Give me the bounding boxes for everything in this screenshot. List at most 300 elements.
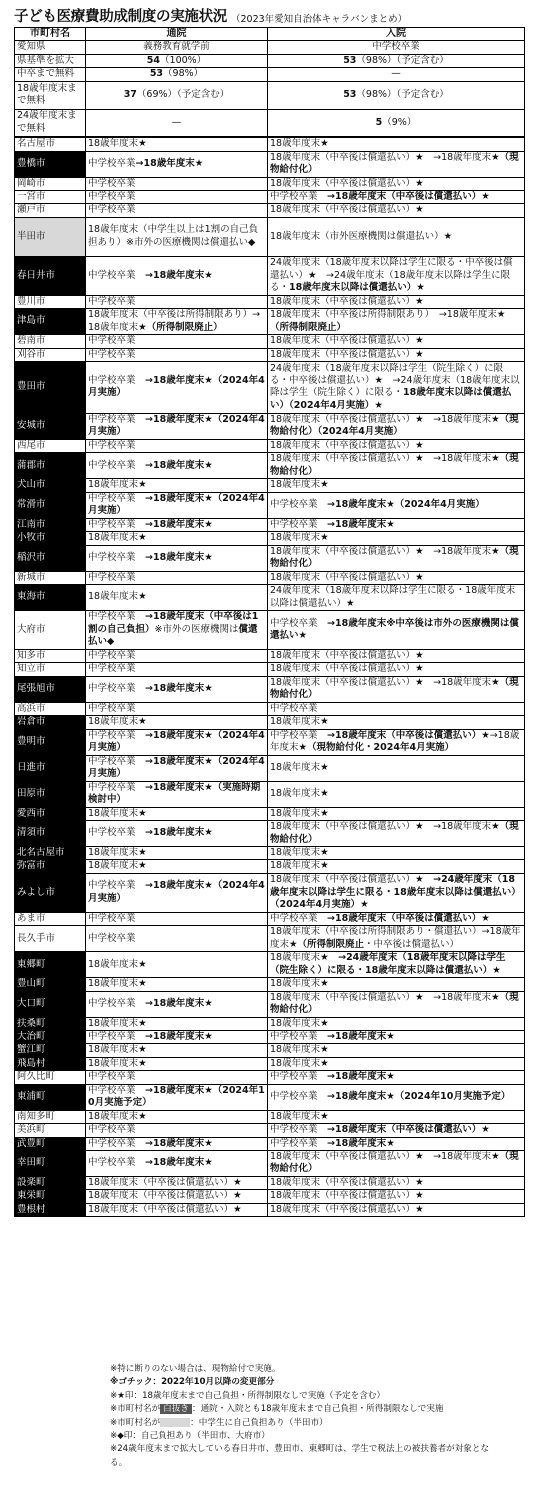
municipality-name: 東栄町	[15, 1190, 86, 1203]
cell-text: →18歳年度末★	[145, 1137, 213, 1149]
cell-text: 中学校卒業	[88, 518, 146, 530]
table-row	[15, 190, 525, 203]
table-row	[15, 348, 525, 361]
cell-text: 18歳年度末★	[270, 952, 339, 964]
municipality-name: 豊田市	[15, 361, 86, 413]
inpatient-cell	[268, 1190, 525, 1203]
summary-row	[15, 81, 525, 109]
table-row	[15, 952, 525, 978]
table-row	[15, 702, 525, 715]
cell-text: 18歳年度末（中卒後は所得制限あり）→18歳年度末★	[88, 309, 261, 333]
cell-text: ★（現物給付化）	[270, 821, 519, 845]
outpatient-cell	[86, 217, 268, 256]
cell-text: 18歳年度末★	[88, 807, 147, 819]
table-row	[15, 1071, 525, 1084]
municipality-name: 長久手市	[15, 926, 86, 952]
cell-text: 18歳年度末★	[270, 860, 329, 872]
inpatient-cell	[268, 518, 525, 531]
municipality-name: 名古屋市	[15, 137, 86, 151]
summary-inpatient-count: 5	[375, 116, 383, 128]
outpatient-cell	[86, 361, 268, 413]
municipality-name: 津島市	[15, 309, 86, 335]
cell-text: 中学校卒業	[270, 190, 328, 202]
municipality-name: 飛島村	[15, 1057, 86, 1070]
cell-text: ★（現物給付化）	[270, 151, 519, 176]
cell-text: 18歳年度末（中卒後は償還払い）★	[270, 295, 424, 307]
column-header-municipality: 市町村名	[15, 28, 86, 41]
inpatient-cell	[268, 755, 525, 781]
municipality-name: 大口町	[15, 991, 86, 1017]
cell-text: 中学校卒業	[88, 439, 136, 451]
inpatient-cell	[268, 217, 525, 256]
summary-inpatient-count: 53	[343, 54, 357, 66]
cell-text: 18歳年度末以降は償還払い）	[289, 281, 417, 293]
inpatient-cell	[268, 295, 525, 308]
footnote: ※★印：18歳年度末まで自己負担・所得制限なしで実施（予定を含む）	[110, 1390, 386, 1401]
inpatient-cell	[268, 453, 525, 479]
summary-inpatient-count: 53	[343, 88, 357, 100]
table-row	[15, 335, 525, 348]
cell-text: 中学校卒業	[270, 702, 318, 714]
cell-text: 24歳年度末（18歳年度末以降は学生に限る・18歳年度末以降は償還払い）★	[270, 585, 516, 609]
municipality-name: 豊明市	[15, 729, 86, 755]
cell-text: 18歳年度末（中卒後は償還払い）★ →18歳年度末	[270, 414, 492, 426]
grey-swatch	[160, 1418, 190, 1427]
cell-text: 中学校卒業	[88, 375, 146, 387]
summary-label: 中卒まで無料	[15, 68, 86, 81]
inpatient-cell	[268, 137, 525, 151]
outpatient-cell	[86, 1071, 268, 1084]
cell-text: →18歳年度末★	[145, 269, 213, 281]
table-row	[15, 807, 525, 820]
inpatient-cell	[268, 204, 525, 217]
cell-text: →18歳年度末★（2024年4月実施）	[88, 375, 265, 399]
municipality-name: 一宮市	[15, 190, 86, 203]
cell-text: →18歳年度末（中卒後は償還払い）★	[327, 190, 490, 202]
footnote-text: ※市町村名が	[110, 1404, 161, 1415]
inpatient-cell	[268, 873, 525, 912]
cell-text: →18歳年度末★	[135, 157, 204, 169]
table-row	[15, 860, 525, 873]
subsidy-table	[14, 27, 525, 1217]
cell-text: ★	[416, 281, 425, 293]
inpatient-cell	[268, 991, 525, 1017]
inpatient-cell	[268, 532, 525, 545]
outpatient-cell	[86, 151, 268, 177]
inpatient-cell	[268, 912, 525, 925]
table-row	[15, 650, 525, 663]
inpatient-cell	[268, 702, 525, 715]
table-row	[15, 676, 525, 702]
cell-text: 18歳年度末（中卒後は償還払い）★	[270, 177, 424, 189]
cell-text: 中学校卒業	[88, 295, 136, 307]
summary-row	[15, 41, 525, 54]
column-header-outpatient: 通院	[86, 28, 268, 41]
cell-text: 18歳年度末★	[88, 716, 147, 728]
summary-outpatient-pct: （69%）（予定含む）	[136, 88, 230, 100]
cell-text: 中学校卒業	[88, 1071, 136, 1083]
outpatient-cell	[86, 413, 268, 439]
cell-text: 中学校卒業	[88, 177, 136, 189]
cell-text: →18歳年度末★（2024年4月実施）	[88, 729, 265, 754]
table-row	[15, 781, 525, 807]
summary-outpatient-count: 37	[123, 88, 137, 100]
cell-text: 18歳年度末★	[270, 479, 329, 491]
outpatient-cell	[86, 860, 268, 873]
table-row	[15, 204, 525, 217]
cell-text: 18歳年度末★	[88, 138, 147, 150]
inpatient-cell	[268, 177, 525, 190]
outpatient-cell	[86, 439, 268, 452]
cell-text: 18歳年度末（中卒後は償還払い）★	[270, 348, 424, 360]
summary-outpatient-count: 54	[146, 54, 161, 66]
table-row	[15, 847, 525, 860]
municipality-name: 新城市	[15, 571, 86, 584]
table-row	[15, 1110, 525, 1123]
outpatient-cell	[86, 650, 268, 663]
cell-text: 中学校卒業	[88, 335, 136, 347]
outpatient-cell	[86, 952, 268, 978]
outpatient-cell	[86, 781, 268, 807]
table-row	[15, 1044, 525, 1057]
summary-outpatient	[86, 81, 268, 109]
summary-inpatient-pct: （98%）（予定含む）	[356, 54, 449, 66]
cell-text: （所得制限廃止	[297, 938, 365, 950]
inpatient-cell	[268, 151, 525, 177]
summary-label: 県基準を拡大	[15, 54, 86, 67]
outpatient-cell	[86, 1057, 268, 1070]
municipality-name: 刈谷市	[15, 348, 86, 361]
municipality-name: 瀬戸市	[15, 204, 86, 217]
cell-text: 18歳年度末（中卒後は償還払い）★ →18歳年度末	[270, 991, 492, 1003]
cell-text: 中学校卒業	[88, 1084, 146, 1096]
outpatient-cell	[86, 492, 268, 518]
cell-text: 18歳年度末（中卒後は償還払い）★	[270, 571, 424, 583]
inpatient-cell	[268, 847, 525, 860]
outpatient-cell	[86, 716, 268, 729]
cell-text: →24歳年度末（18歳年度末以降は学生（院生除く）に限る・18歳年度末以降は償還払い）	[270, 952, 506, 976]
outpatient-cell	[86, 847, 268, 860]
page-subtitle: （2023年愛知自治体キャラバンまとめ）	[231, 14, 408, 25]
inpatient-cell	[268, 926, 525, 952]
inpatient-cell	[268, 479, 525, 492]
outpatient-cell	[86, 1203, 268, 1216]
table-row	[15, 1203, 525, 1216]
municipality-name: 岩倉市	[15, 716, 86, 729]
table-row	[15, 1017, 525, 1030]
outpatient-cell	[86, 479, 268, 492]
outpatient-cell	[86, 821, 268, 847]
footnote	[110, 1376, 490, 1389]
municipality-name: 弥富市	[15, 860, 86, 873]
cell-text: →18歳年度末★	[145, 518, 213, 530]
cell-text: 18歳年度末（中卒後は償還払い）★ →18歳年度末	[270, 453, 492, 465]
inpatient-cell	[268, 1057, 525, 1070]
outpatient-cell	[86, 611, 268, 650]
cell-text: 中学校卒業	[88, 492, 146, 504]
municipality-name: 犬山市	[15, 479, 86, 492]
inpatient-cell	[268, 1110, 525, 1123]
outpatient-cell	[86, 295, 268, 308]
cell-text: 18歳年度末（中卒後は所得制限あり・償還払い）→18歳年度末★	[270, 926, 521, 950]
cell-text: ★	[374, 399, 383, 411]
cell-text: 中学校卒業	[88, 912, 136, 924]
footnote	[110, 1417, 490, 1430]
outpatient-cell	[86, 518, 268, 531]
cell-text: 18歳年度末（中卒後は償還払い）★	[270, 1190, 424, 1202]
municipality-name: 蟹江町	[15, 1044, 86, 1057]
municipality-name: 南知多町	[15, 1110, 86, 1123]
cell-text: 中学校卒業	[270, 499, 328, 511]
inpatient-cell	[268, 413, 525, 439]
cell-text: →18歳年度末（中卒後は償還払い）★	[327, 729, 490, 741]
inpatient-cell	[268, 309, 525, 335]
cell-text: 中学校卒業	[88, 827, 146, 839]
cell-text: （現物給付化・2024年4月実施）	[307, 742, 455, 754]
inpatient-cell	[268, 1071, 525, 1084]
outpatient-cell	[86, 545, 268, 571]
cell-text: →24歳年度末（18歳年度末以降は学生に限る・18歳年度末以降は償還払い）（2024年4月実施）	[270, 874, 521, 911]
cell-text: ★（現物給付化）	[270, 676, 519, 701]
table-row	[15, 991, 525, 1017]
cell-text: 中学校卒業	[88, 269, 146, 281]
cell-text: →18歳年度末★（2024年10月実施予定）	[88, 1084, 265, 1109]
outpatient-cell	[86, 702, 268, 715]
cell-text: 18歳年度末★	[88, 532, 147, 544]
inpatient-cell	[268, 335, 525, 348]
cell-text: 18歳年度末★	[270, 1057, 329, 1069]
outpatient-cell	[86, 676, 268, 702]
cell-text: 中学校卒業	[88, 414, 146, 426]
cell-text: →18歳年度末★（実施時期検討中）	[88, 781, 261, 806]
outpatient-cell	[86, 663, 268, 676]
municipality-name: 稲沢市	[15, 545, 86, 571]
table-row	[15, 716, 525, 729]
cell-text: 中学校卒業	[88, 551, 146, 563]
municipality-name: 高浜市	[15, 702, 86, 715]
outpatient-cell	[86, 991, 268, 1017]
inpatient-cell	[268, 1084, 525, 1110]
inpatient-cell	[268, 348, 525, 361]
table-row	[15, 479, 525, 492]
inpatient-cell	[268, 1176, 525, 1189]
outpatient-cell	[86, 256, 268, 295]
cell-text: 18歳年度末（中学生以上は1割の自己負担あり）※市外の医療機関は償還払い◆	[88, 224, 259, 248]
cell-text: 18歳年度末（中卒後は償還払い）★	[88, 1190, 242, 1202]
cell-text: （所得制限廃止）	[270, 321, 347, 333]
cell-text: 18歳年度末★	[270, 761, 329, 773]
outpatient-cell	[86, 1190, 268, 1203]
cell-text: 中学校卒業	[88, 729, 146, 741]
cell-text: 18歳年度末（中卒後は償還払い）★	[88, 1203, 242, 1215]
summary-section	[15, 41, 525, 137]
footnote-text: ：中学生に自己負担あり（半田市）	[190, 1417, 328, 1428]
inpatient-cell	[268, 1203, 525, 1216]
outpatient-cell	[86, 204, 268, 217]
cell-text: →18歳年度末★（2024年4月実施）	[88, 492, 265, 517]
municipality-name: 尾張旭市	[15, 676, 86, 702]
cell-text: 中学校卒業	[88, 1031, 146, 1043]
cell-text: 中学校卒業	[88, 1124, 136, 1136]
inpatient-cell	[268, 1031, 525, 1044]
municipality-name: 設楽町	[15, 1176, 86, 1189]
outpatient-cell	[86, 137, 268, 151]
table-row	[15, 585, 525, 611]
municipality-name: 豊山町	[15, 978, 86, 991]
cell-text: 18歳年度末★	[88, 958, 147, 970]
cell-text: →18歳年度末★	[270, 729, 520, 754]
cell-text: ★	[360, 899, 369, 911]
cell-text: →18歳年度末★（2024年4月実施）	[88, 755, 265, 780]
cell-text: 18歳年度末★	[88, 1110, 147, 1122]
municipality-name: 小牧市	[15, 532, 86, 545]
table-row	[15, 1137, 525, 1150]
outpatient-cell	[86, 926, 268, 952]
table-row	[15, 1176, 525, 1189]
summary-row	[15, 54, 525, 67]
cell-text: →18歳年度末★	[145, 551, 213, 563]
footnote: ※◆印：自己負担あり（半田市、大府市）	[110, 1431, 270, 1442]
municipality-name: 北名古屋市	[15, 847, 86, 860]
cell-text: 18歳年度末（中卒後は償還払い）★	[270, 650, 424, 661]
table-row	[15, 413, 525, 439]
outpatient-cell	[86, 585, 268, 611]
outpatient-cell	[86, 453, 268, 479]
municipality-name: 武豊町	[15, 1137, 86, 1150]
cell-text: 中学校卒業	[88, 755, 146, 767]
outpatient-cell	[86, 1084, 268, 1110]
table-row	[15, 755, 525, 781]
inpatient-cell	[268, 821, 525, 847]
cell-text: 24歳年度末（18歳年度末以降は学生に限る・中卒後は償還払い）★ →24歳年度末（18歳年度末以降は学生に限る・	[270, 257, 513, 293]
outpatient-cell	[86, 1150, 268, 1176]
cell-text: →18歳年度末★	[145, 997, 213, 1009]
cell-text: 中学校卒業	[88, 650, 136, 661]
cell-text: →18歳年度末★（2024年10月実施予定）	[327, 1090, 511, 1102]
table-row	[15, 1190, 525, 1203]
inpatient-cell	[268, 545, 525, 571]
inpatient-cell	[268, 807, 525, 820]
cell-text: 償還払い◆	[88, 623, 258, 648]
cell-text: 24歳年度末（18歳年度末以降は学生（院生除く）に限る・中卒後は償還払い）★ →24歳年度末（18歳年度末以降は学生（院生除く）に限る・	[270, 362, 520, 399]
cell-text: 18歳年度末★	[270, 847, 329, 859]
table-row	[15, 729, 525, 755]
table-row	[15, 912, 525, 925]
table-row	[15, 151, 525, 177]
cell-text: 18歳年度末（中卒後は償還払い）★ →18歳年度末	[270, 676, 492, 688]
cell-text: 18歳年度末★	[88, 860, 147, 872]
table-row	[15, 1031, 525, 1044]
municipality-name: 美浜町	[15, 1124, 86, 1137]
cell-text: →18歳年度末★（2024年4月実施）	[88, 880, 265, 904]
cell-text: 中学校卒業	[270, 729, 328, 741]
municipality-name: 常滑市	[15, 492, 86, 518]
summary-row	[15, 68, 525, 81]
outpatient-cell	[86, 978, 268, 991]
footnote-text: ：通院・入院とも18歳年度末まで自己負担・所得制限なしで実施	[191, 1404, 444, 1415]
summary-inpatient: 中学校卒業	[268, 41, 525, 54]
cell-text: →18歳年度末★（2024年4月実施）	[327, 499, 485, 511]
municipality-name: 愛西市	[15, 807, 86, 820]
municipality-name: 西尾市	[15, 439, 86, 452]
outpatient-cell	[86, 1110, 268, 1123]
municipality-name: 東海市	[15, 585, 86, 611]
outpatient-cell	[86, 1176, 268, 1189]
cell-text: →18歳年度末（中卒後は償還払い）★	[327, 1124, 490, 1136]
table-row	[15, 309, 525, 335]
cell-text: 18歳年度末以降は償還払い）（2024年4月実施）	[270, 387, 512, 411]
cell-text: 中学校卒業	[88, 571, 136, 583]
table-row	[15, 571, 525, 584]
municipality-name: 碧南市	[15, 335, 86, 348]
cell-text: 中学校卒業	[88, 663, 136, 675]
cell-text: 18歳年度末（中卒後は償還払い）★	[88, 1176, 242, 1188]
inpatient-cell	[268, 611, 525, 650]
cell-text: 中学校卒業	[88, 880, 146, 892]
cell-text: 18歳年度末（中卒後は償還払い）★	[270, 1203, 424, 1215]
table-row	[15, 518, 525, 531]
highlight-legend: 白抜き	[160, 1404, 192, 1414]
cell-text: 18歳年度末★	[270, 1017, 329, 1029]
table-row	[15, 256, 525, 295]
cell-text: 18歳年度末★	[88, 591, 147, 603]
cell-text: 中学校卒業	[88, 932, 136, 944]
inpatient-cell	[268, 716, 525, 729]
cell-text: 18歳年度末（中卒後は償還払い）★	[270, 663, 424, 675]
summary-inpatient	[268, 109, 525, 137]
cell-text: →18歳年度末（中卒後は償還払い）★	[327, 912, 490, 924]
cell-text: →18歳年度末※中卒後は市外の医療機関は償還払い★	[270, 617, 519, 641]
inpatient-cell	[268, 781, 525, 807]
cell-text: 18歳年度末（中卒後は償還払い）★ →18歳年度末	[270, 821, 492, 833]
municipality-name: 知立市	[15, 663, 86, 676]
cell-text: 18歳年度末（中卒後は償還払い）★	[270, 874, 434, 886]
summary-inpatient-pct: （98%）（予定含む）	[356, 88, 449, 100]
cell-text: →18歳年度末★（2024年4月実施）	[88, 414, 265, 438]
cell-text: 中学校卒業	[270, 518, 328, 530]
summary-inpatient	[268, 81, 525, 109]
municipality-name: 蒲郡市	[15, 453, 86, 479]
summary-inpatient	[268, 54, 525, 67]
municipality-name: 岡崎市	[15, 177, 86, 190]
outpatient-cell	[86, 309, 268, 335]
outpatient-cell	[86, 1031, 268, 1044]
inpatient-cell	[268, 952, 525, 978]
cell-text: 18歳年度末★	[270, 138, 329, 150]
cell-text: →18歳年度末★	[327, 1031, 395, 1043]
inpatient-cell	[268, 492, 525, 518]
footnotes	[110, 1363, 490, 1470]
cell-text: ★	[492, 964, 501, 976]
cell-text: ★（現物給付化）	[270, 1151, 519, 1175]
municipality-name: 大府市	[15, 611, 86, 650]
table-row	[15, 873, 525, 912]
footnote: ※特に断りのない場合は、現物給付で実施。	[110, 1364, 281, 1374]
cell-text: 18歳年度末★	[270, 787, 329, 799]
table-row	[15, 295, 525, 308]
municipality-name: みよし市	[15, 873, 86, 912]
municipality-name: 幸田町	[15, 1150, 86, 1176]
municipality-name: 豊根村	[15, 1203, 86, 1216]
cell-text: 中学校卒業	[270, 1071, 328, 1083]
summary-outpatient: 義務教育就学前	[86, 41, 268, 54]
table-row	[15, 611, 525, 650]
cell-text: 18歳年度末（中卒後は償還払い）★	[270, 1176, 424, 1188]
cell-text: →18歳年度末★	[327, 518, 395, 530]
municipality-name: 豊橋市	[15, 151, 86, 177]
inpatient-cell	[268, 439, 525, 452]
cell-text: 中学校卒業	[88, 683, 146, 695]
